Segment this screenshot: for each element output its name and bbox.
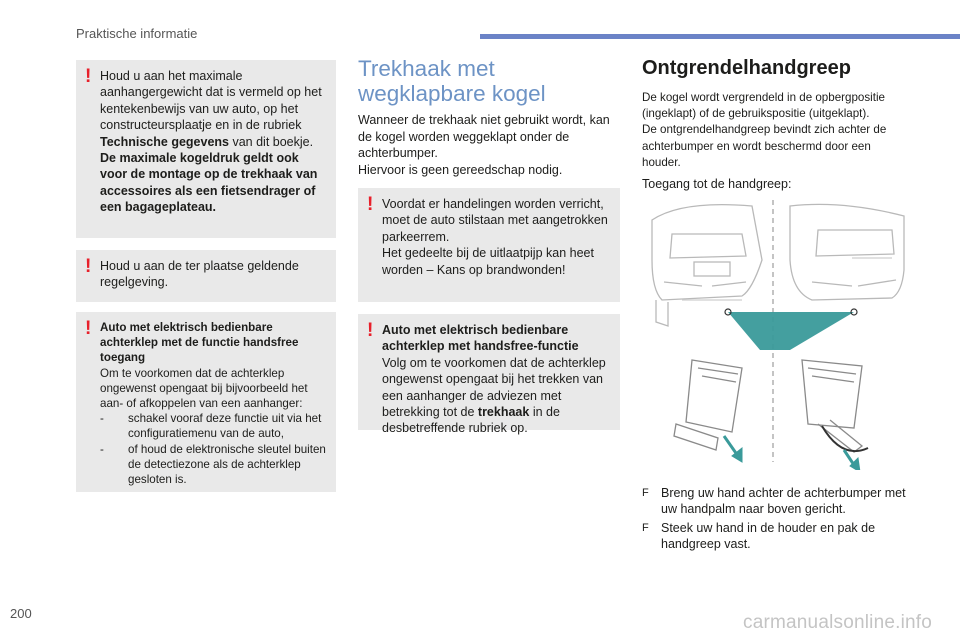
step-text: Steek uw hand in de houder en pak de handgreep vast. [661, 520, 876, 552]
list-item [100, 411, 326, 441]
warning-box-handsfree [358, 314, 620, 436]
section-title-trekhaak: Trekhaak met wegklapbare kogel [358, 56, 546, 106]
list-item [642, 485, 912, 518]
warning-icon: ! [367, 320, 374, 341]
intro-text: Wanneer de trekhaak niet gebruikt wordt, kan de kogel worden weggeklapt onder de achterbumper. Hiervoor is geen gereedschap nodig. [358, 113, 610, 177]
warning-box-tailgate [76, 312, 336, 492]
warning-title [100, 320, 326, 366]
warning-icon: ! [367, 194, 374, 215]
warning-icon: ! [85, 318, 92, 339]
warning-bold-text: De maximale kogeldruk geldt ook voor de montage op de trekhaak van accessoires als een fietsendrager of een bagageplateau. [100, 151, 318, 215]
warning-box-regulations [76, 250, 336, 302]
warning-text [100, 68, 326, 150]
warning-box-max-weight [76, 60, 336, 238]
warning-text-end: in de desbetreffende rubriek op. [382, 405, 560, 436]
warning-text-end: van dit boekje. [229, 134, 314, 149]
access-label: Toegang tot de handgreep: [642, 177, 792, 191]
warning-text [382, 355, 610, 437]
access-steps [642, 485, 912, 555]
warning-text-bold: trekhaak [477, 405, 530, 420]
car-rear-bumper-illustration [642, 200, 912, 470]
list-dash: - [100, 442, 104, 456]
warning-title-text: Auto met elektrisch bedienbare achterklep met handsfree-functie [382, 323, 579, 354]
warning-title-text: Auto met elektrisch bedienbare achterklep met de functie handsfree toegang [100, 321, 299, 365]
description-text: De kogel wordt vergrendeld in de opbergpositie (ingeklapt) of de gebruikspositie (uitgeklapt). De ontgrendelhandgreep bevindt zich achter de achterbumper en wordt beschermd door een houder. [642, 91, 887, 169]
warning-text-part: Volg om te voorkomen dat de achterklep ongewenst opengaat bij het trekken van een aanhanger de adviezen met betrekking tot de [382, 355, 606, 420]
warning-title [382, 322, 610, 355]
watermark: carmanualsonline.info [743, 612, 933, 633]
arrow-icon: F [642, 487, 649, 499]
list-item [642, 520, 912, 553]
warning-text-bold: Technische gegevens [100, 134, 229, 149]
warning-icon: ! [85, 256, 92, 277]
warning-list [100, 411, 326, 487]
header-title: Praktische informatie [76, 26, 198, 41]
warning-icon: ! [85, 66, 92, 87]
warning-text-part: Houd u aan het maximale aanhangergewicht dat is vermeld op het kentekenbewijs van uw auto, op het constructeursplaatje en in de rubriek [100, 69, 322, 133]
warning-text: Voordat er handelingen worden verricht, moet de auto stilstaan met aangetrokken parkeerrem. Het gedeelte bij de uitlaatpijp kan heet worden – Kans op brandwonden! [382, 197, 608, 277]
page-number: 200 [10, 606, 32, 621]
warning-box-parking [358, 188, 620, 302]
warning-text: Houd u aan de ter plaatse geldende regelgeving. [100, 259, 299, 290]
handle-illustration [642, 200, 912, 470]
list-item [100, 442, 326, 488]
warning-text-bold-para [100, 150, 326, 216]
section-title-ontgrendel: Ontgrendelhandgreep [642, 57, 851, 79]
list-dash: - [100, 412, 104, 426]
list-item-text: of houd de elektronische sleutel buiten de detectiezone als de achterklep gesloten is. [128, 442, 326, 487]
arrow-icon: F [642, 521, 649, 534]
warning-text: Om te voorkomen dat de achterklep ongewenst opengaat bij bijvoorbeeld het aan- of afkoppelen van een aanhanger: [100, 366, 308, 411]
list-item-text: schakel vooraf deze functie uit via het configuratiemenu van de auto, [128, 412, 322, 441]
step-text: Breng uw hand achter de achterbumper met uw handpalm naar boven gericht. [661, 486, 906, 517]
header-bar [480, 34, 960, 39]
